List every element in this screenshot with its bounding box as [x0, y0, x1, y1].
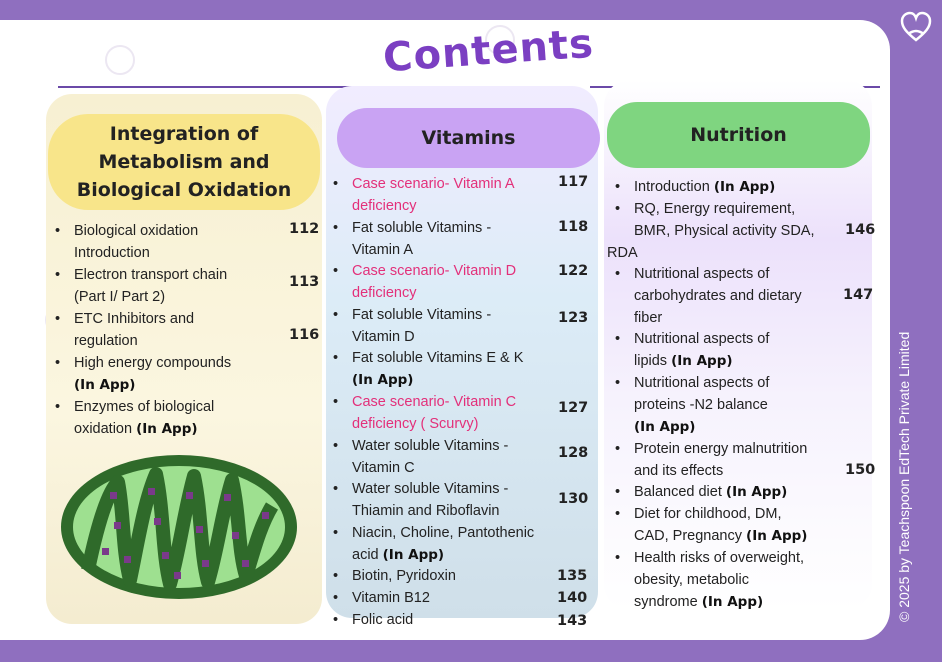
bullet-icon: •: [55, 399, 61, 415]
heart-logo-icon: [898, 10, 934, 46]
in-app-tag: (In App): [382, 547, 445, 563]
toc-item[interactable]: • Fat soluble Vitamins - Vitamin D: [352, 304, 491, 348]
bullet-icon: •: [615, 179, 621, 195]
title-line: Biological Oxidation: [76, 179, 292, 201]
toc-item[interactable]: • RQ, Energy requirement, BMR, Physical activity SDA, RDA: [634, 198, 815, 264]
toc-item[interactable]: • Niacin, Choline, Pantothenic acid (In App): [352, 522, 534, 566]
page-number: 118: [558, 219, 589, 235]
page-number: 130: [558, 491, 589, 507]
bullet-icon: •: [333, 350, 339, 366]
toc-item[interactable]: • Nutritional aspects of lipids (In App): [634, 328, 769, 372]
in-app-tag: (In App): [713, 179, 776, 195]
column-vitamins-title: Vitamins: [337, 108, 600, 168]
toc-item[interactable]: • Case scenario- Vitamin D deficiency: [352, 260, 516, 304]
heading-rule-left: [58, 86, 378, 88]
bullet-icon: •: [333, 525, 339, 541]
toc-item[interactable]: • Nutritional aspects of proteins -N2 balance (In App): [634, 372, 769, 438]
page-number: 116: [289, 327, 320, 343]
toc-item[interactable]: • Water soluble Vitamins - Thiamin and Riboflavin: [352, 478, 508, 522]
toc-item[interactable]: • Case scenario- Vitamin A deficiency: [352, 173, 515, 217]
toc-item[interactable]: • Case scenario- Vitamin C deficiency ( Scurvy): [352, 391, 516, 435]
in-app-tag: (In App): [746, 528, 808, 544]
page-number: 113: [289, 274, 320, 290]
bullet-icon: •: [55, 311, 61, 327]
title-line: Metabolism and: [98, 151, 270, 173]
page-number: 127: [558, 400, 589, 416]
column-nutrition-title: Nutrition: [607, 102, 870, 168]
toc-item[interactable]: • Folic acid: [352, 609, 413, 631]
bullet-icon: •: [333, 263, 339, 279]
bullet-icon: •: [55, 223, 61, 239]
toc-item[interactable]: • Electron transport chain (Part I/ Part 2): [74, 264, 227, 308]
copyright-notice: © 2025 by Teachspoon EdTech Private Limited: [896, 331, 912, 622]
toc-item[interactable]: • Nutritional aspects of carbohydrates and dietary fiber: [634, 263, 802, 329]
page-number: 140: [557, 590, 588, 606]
page-number: 143: [557, 613, 588, 629]
toc-item[interactable]: • Diet for childhood, DM, CAD, Pregnancy (In App): [634, 503, 807, 547]
bullet-icon: •: [333, 568, 339, 584]
bullet-icon: •: [55, 267, 61, 283]
column-metabolism-title: [48, 114, 320, 210]
toc-item[interactable]: • Balanced diet (In App): [634, 481, 787, 503]
page-number: 123: [558, 310, 589, 326]
mitochondria-icon: [58, 452, 300, 602]
toc-item[interactable]: • Fat soluble Vitamins - Vitamin A: [352, 217, 491, 261]
in-app-tag: (In App): [634, 419, 696, 435]
in-app-tag: (In App): [352, 372, 414, 388]
bullet-icon: •: [333, 481, 339, 497]
toc-item[interactable]: • Water soluble Vitamins - Vitamin C: [352, 435, 508, 479]
bullet-icon: •: [615, 201, 621, 217]
bullet-icon: •: [333, 394, 339, 410]
in-app-tag: (In App): [136, 421, 198, 437]
page-number: 150: [845, 462, 876, 478]
bullet-icon: •: [615, 550, 621, 566]
bullet-icon: •: [333, 307, 339, 323]
page-number: 147: [843, 287, 874, 303]
bullet-icon: •: [615, 375, 621, 391]
toc-item[interactable]: • Vitamin B12: [352, 587, 430, 609]
bullet-icon: •: [333, 176, 339, 192]
bullet-icon: •: [55, 355, 61, 371]
page-number: 128: [558, 445, 589, 461]
bullet-icon: •: [615, 506, 621, 522]
bullet-icon: •: [615, 441, 621, 457]
in-app-tag: (In App): [725, 484, 788, 500]
toc-item[interactable]: • Enzymes of biological oxidation (In App): [74, 396, 214, 440]
toc-item[interactable]: • Protein energy malnutrition and its effects: [634, 438, 807, 482]
page-number: 117: [558, 174, 589, 190]
toc-item[interactable]: • Introduction (In App): [634, 176, 775, 198]
bullet-icon: •: [615, 331, 621, 347]
in-app-tag: (In App): [701, 594, 764, 610]
toc-item[interactable]: • Biological oxidation Introduction: [74, 220, 198, 264]
page-number: 146: [845, 222, 876, 238]
bullet-icon: •: [333, 438, 339, 454]
page-title: Contents: [381, 20, 596, 82]
bullet-icon: •: [333, 220, 339, 236]
bullet-icon: •: [615, 484, 621, 500]
bullet-icon: •: [615, 266, 621, 282]
toc-item[interactable]: • Fat soluble Vitamins E & K (In App): [352, 347, 523, 391]
title-line: Integration of: [109, 123, 259, 145]
page-number: 122: [558, 263, 589, 279]
toc-item[interactable]: • Biotin, Pyridoxin: [352, 565, 456, 587]
in-app-tag: (In App): [74, 377, 136, 393]
in-app-tag: (In App): [671, 353, 733, 369]
toc-item[interactable]: • ETC Inhibitors and regulation: [74, 308, 194, 352]
toc-item[interactable]: • High energy compounds (In App): [74, 352, 231, 396]
bullet-icon: •: [333, 612, 339, 628]
bullet-icon: •: [333, 590, 339, 606]
page-number: 112: [289, 221, 320, 237]
page-number: 135: [557, 568, 588, 584]
toc-item[interactable]: • Health risks of overweight, obesity, metabolic syndrome (In App): [634, 547, 804, 613]
